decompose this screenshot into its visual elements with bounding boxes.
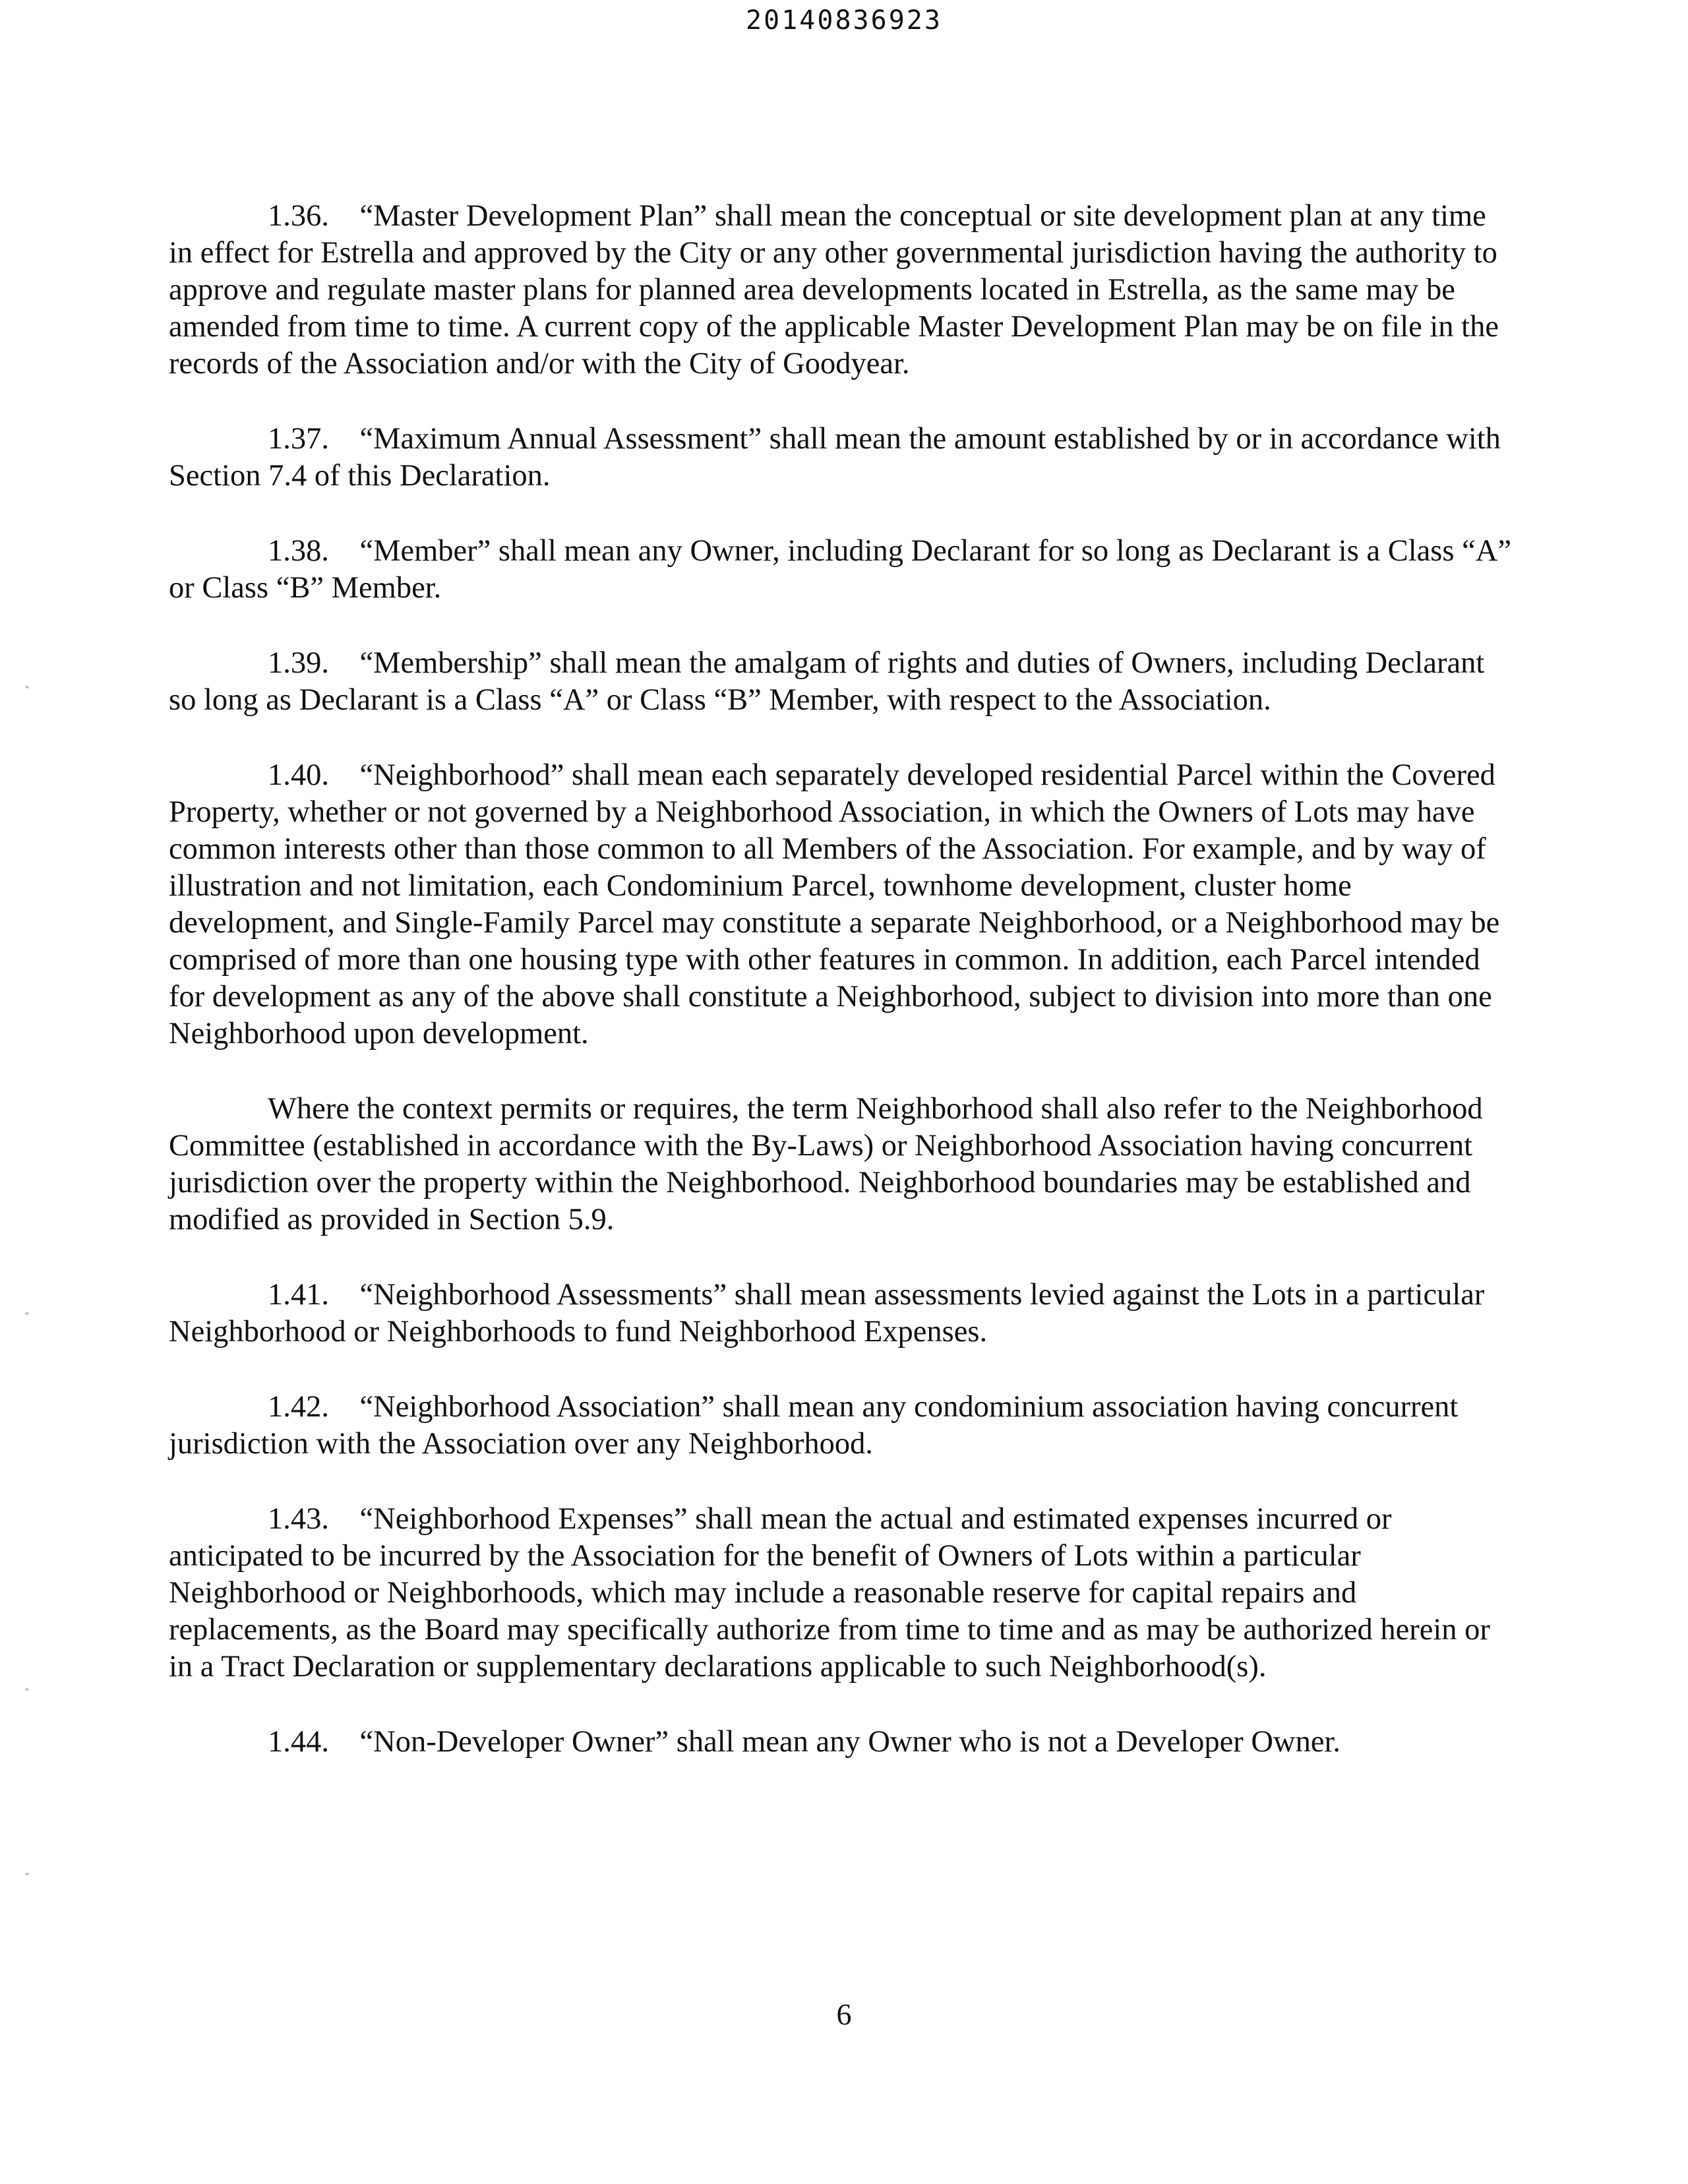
section-1-39 — [169, 645, 1514, 719]
section-1-37 — [169, 421, 1514, 495]
section-1-43 — [169, 1501, 1514, 1685]
section-text: “Master Development Plan” shall mean the conceptual or site development plan at any time in effect for Estrella and approved by the City or any other governmental jurisdiction having the authority to approve and regulate master plans for planned area developments located in Estrella, as the same may be amended from time to time. A current copy of the applicable Master Development Plan may be on file in the records of the Association and/or with the City of Goodyear. — [169, 199, 1499, 380]
section-text: “Member” shall mean any Owner, including Declarant for so long as Declarant is a Class “A” or Class “B” Member. — [169, 534, 1511, 605]
section-1-40-continued — [169, 1091, 1514, 1238]
section-1-41 — [169, 1277, 1514, 1350]
section-text: “Membership” shall mean the amalgam of rights and duties of Owners, including Declarant so long as Declarant is a Class “A” or Class “B” Member, with respect to the Association. — [169, 646, 1485, 717]
document-body — [169, 198, 1514, 1799]
section-number: 1.44. — [268, 1725, 329, 1759]
section-number: 1.36. — [268, 199, 329, 233]
section-text: Where the context permits or requires, the term Neighborhood shall also refer to the Neighborhood Committee (established in accordance with the By-Laws) or Neighborhood Association having concurrent jurisdiction over the property within the Neighborhood. Neighborhood boundaries may be established and modified as provided in Section 5.9. — [169, 1092, 1483, 1236]
scan-speck — [25, 1688, 29, 1691]
section-1-42 — [169, 1389, 1514, 1463]
section-text: “Maximum Annual Assessment” shall mean the amount established by or in accordance with Section 7.4 of this Declaration. — [169, 422, 1501, 493]
section-number: 1.37. — [268, 422, 329, 456]
section-number: 1.41. — [268, 1278, 329, 1312]
section-1-44 — [169, 1724, 1514, 1761]
section-text: “Neighborhood Assessments” shall mean assessments levied against the Lots in a particular Neighborhood or Neighborhoods to fund Neighborhood Expenses. — [169, 1278, 1485, 1349]
section-1-36 — [169, 198, 1514, 382]
document-number: 20140836923 — [746, 5, 942, 36]
section-1-40 — [169, 757, 1514, 1052]
scan-speck — [25, 1873, 29, 1875]
section-1-38 — [169, 533, 1514, 607]
section-number: 1.40. — [268, 758, 329, 792]
section-text: “Neighborhood Expenses” shall mean the actual and estimated expenses incurred or anticipated to be incurred by the Association for the benefit of Owners of Lots within a particular Neighborhood or Neighborhoods, which may include a reasonable reserve for capital repairs and replacements, as the Board may specifically authorize from time to time and as may be authorized herein or in a Tract Declaration or supplementary declarations applicable to such Neighborhood(s). — [169, 1502, 1490, 1684]
section-text: “Neighborhood Association” shall mean any condominium association having concurrent jurisdiction with the Association over any Neighborhood. — [169, 1390, 1459, 1461]
section-text: “Non-Developer Owner” shall mean any Owner who is not a Developer Owner. — [359, 1725, 1341, 1759]
scan-speck — [25, 686, 29, 688]
section-number: 1.42. — [268, 1390, 329, 1424]
scan-speck — [25, 1312, 29, 1315]
section-number: 1.43. — [268, 1502, 329, 1536]
section-number: 1.39. — [268, 646, 329, 680]
section-number: 1.38. — [268, 534, 329, 568]
page-number: 6 — [836, 1997, 852, 2031]
section-text: “Neighborhood” shall mean each separately developed residential Parcel within the Covered Property, whether or not governed by a Neighborhood Association, in which the Owners of Lots may have common interests other than those common to all Members of the Association. For example, and by way of illustration and not limitation, each Condominium Parcel, townhome development, cluster home development, and Single-Family Parcel may constitute a separate Neighborhood, or a Neighborhood may be comprised of more than one housing type with other features in common. In addition, each Parcel intended for development as any of the above shall constitute a Neighborhood, subject to division into more than one Neighborhood upon development. — [169, 758, 1500, 1050]
